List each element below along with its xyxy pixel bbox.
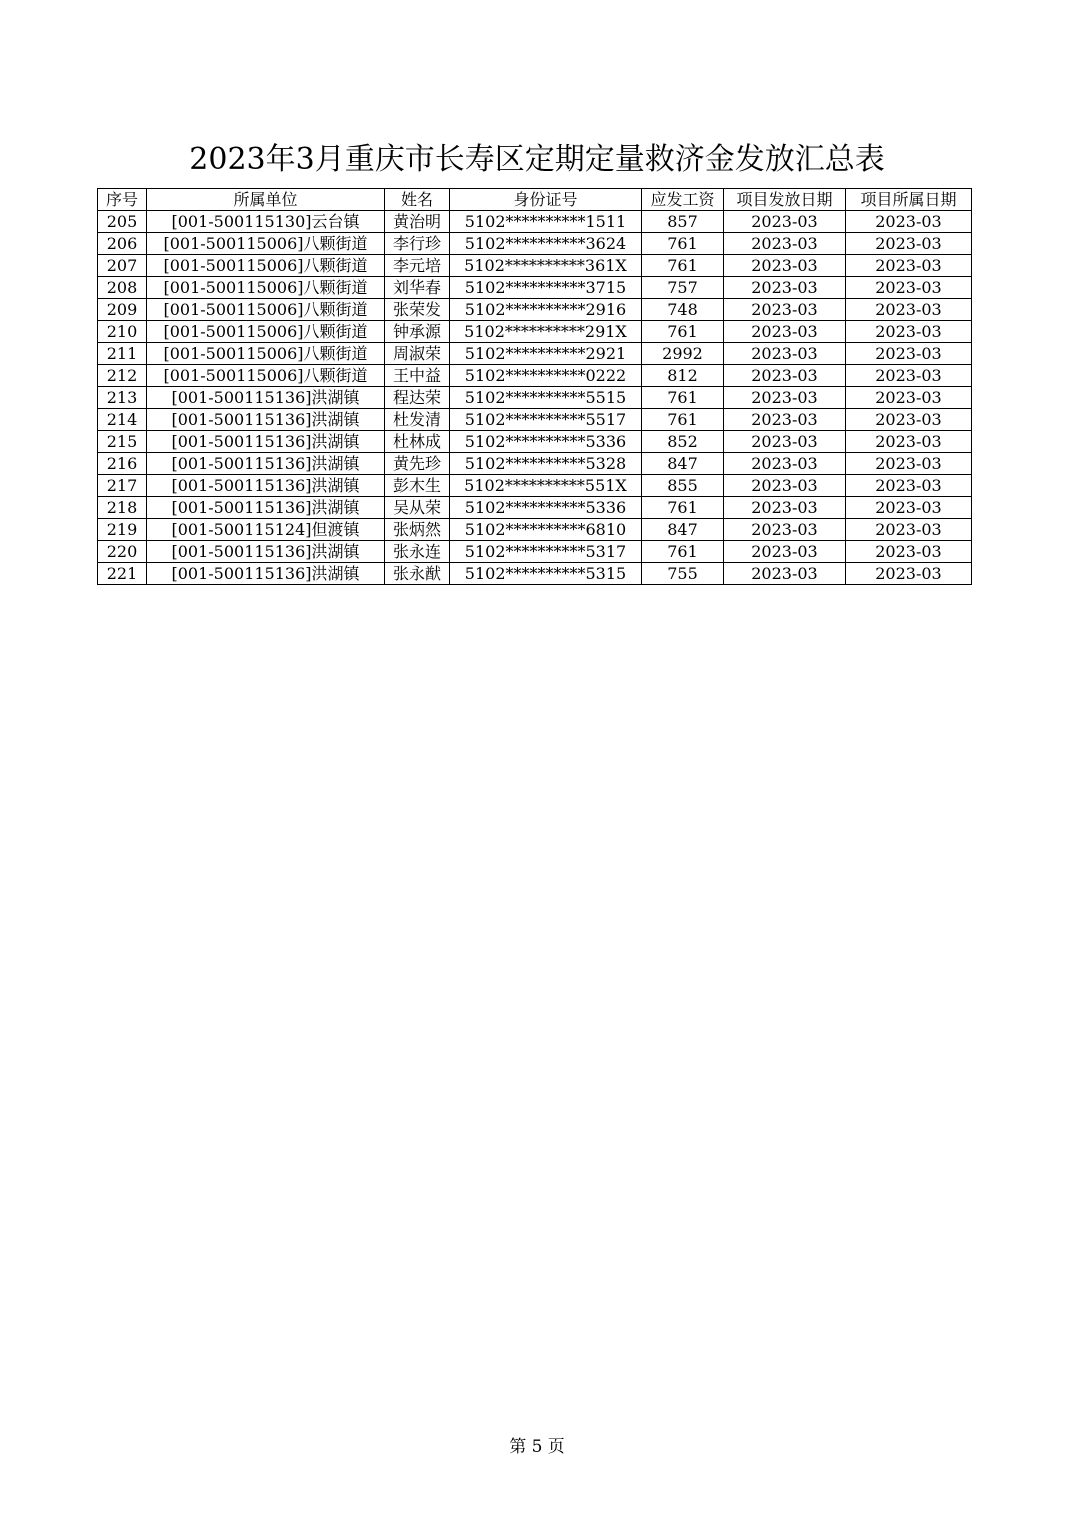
table-row	[98, 343, 972, 365]
cell-amount: 761	[642, 409, 724, 431]
cell-period-date: 2023-03	[846, 453, 972, 475]
cell-unit: [001-500115130]云台镇	[147, 211, 385, 233]
cell-name: 程达荣	[385, 387, 450, 409]
cell-index: 218	[98, 497, 147, 519]
cell-issue-date: 2023-03	[724, 519, 846, 541]
cell-unit: [001-500115006]八颗街道	[147, 343, 385, 365]
cell-id-number: 5102**********5328	[450, 453, 642, 475]
cell-unit: [001-500115006]八颗街道	[147, 277, 385, 299]
cell-name: 吴从荣	[385, 497, 450, 519]
table-row	[98, 387, 972, 409]
column-header-issue-date: 项目发放日期	[724, 189, 846, 211]
cell-unit: [001-500115136]洪湖镇	[147, 475, 385, 497]
cell-amount: 847	[642, 519, 724, 541]
cell-amount: 855	[642, 475, 724, 497]
cell-period-date: 2023-03	[846, 409, 972, 431]
cell-unit: [001-500115124]但渡镇	[147, 519, 385, 541]
cell-period-date: 2023-03	[846, 541, 972, 563]
cell-index: 206	[98, 233, 147, 255]
cell-issue-date: 2023-03	[724, 233, 846, 255]
cell-issue-date: 2023-03	[724, 475, 846, 497]
cell-index: 217	[98, 475, 147, 497]
cell-issue-date: 2023-03	[724, 541, 846, 563]
cell-name: 杜发清	[385, 409, 450, 431]
column-header-index: 序号	[98, 189, 147, 211]
cell-name: 黄治明	[385, 211, 450, 233]
cell-period-date: 2023-03	[846, 563, 972, 585]
table-row	[98, 255, 972, 277]
cell-name: 张永猷	[385, 563, 450, 585]
table-row	[98, 299, 972, 321]
cell-name: 钟承源	[385, 321, 450, 343]
cell-issue-date: 2023-03	[724, 365, 846, 387]
cell-id-number: 5102**********2916	[450, 299, 642, 321]
cell-name: 周淑荣	[385, 343, 450, 365]
cell-amount: 761	[642, 321, 724, 343]
cell-name: 彭木生	[385, 475, 450, 497]
cell-issue-date: 2023-03	[724, 563, 846, 585]
cell-period-date: 2023-03	[846, 343, 972, 365]
cell-id-number: 5102**********361X	[450, 255, 642, 277]
table-row	[98, 277, 972, 299]
cell-period-date: 2023-03	[846, 233, 972, 255]
cell-issue-date: 2023-03	[724, 211, 846, 233]
cell-index: 215	[98, 431, 147, 453]
cell-amount: 757	[642, 277, 724, 299]
cell-amount: 755	[642, 563, 724, 585]
cell-id-number: 5102**********551X	[450, 475, 642, 497]
cell-amount: 847	[642, 453, 724, 475]
table-row	[98, 409, 972, 431]
cell-index: 210	[98, 321, 147, 343]
cell-unit: [001-500115006]八颗街道	[147, 365, 385, 387]
cell-name: 张炳然	[385, 519, 450, 541]
cell-index: 208	[98, 277, 147, 299]
cell-unit: [001-500115136]洪湖镇	[147, 431, 385, 453]
column-header-name: 姓名	[385, 189, 450, 211]
cell-issue-date: 2023-03	[724, 255, 846, 277]
page-title: 2023年3月重庆市长寿区定期定量救济金发放汇总表	[189, 142, 885, 177]
cell-period-date: 2023-03	[846, 255, 972, 277]
cell-index: 219	[98, 519, 147, 541]
cell-name: 张永连	[385, 541, 450, 563]
column-header-unit: 所属单位	[147, 189, 385, 211]
cell-period-date: 2023-03	[846, 277, 972, 299]
cell-name: 张荣发	[385, 299, 450, 321]
column-header-id-number: 身份证号	[450, 189, 642, 211]
cell-unit: [001-500115006]八颗街道	[147, 321, 385, 343]
cell-unit: [001-500115136]洪湖镇	[147, 409, 385, 431]
cell-period-date: 2023-03	[846, 321, 972, 343]
cell-issue-date: 2023-03	[724, 277, 846, 299]
cell-amount: 812	[642, 365, 724, 387]
table-body	[98, 211, 972, 585]
cell-period-date: 2023-03	[846, 211, 972, 233]
cell-unit: [001-500115136]洪湖镇	[147, 387, 385, 409]
header-row	[98, 189, 972, 211]
table-row	[98, 453, 972, 475]
cell-index: 216	[98, 453, 147, 475]
cell-name: 王中益	[385, 365, 450, 387]
cell-amount: 761	[642, 255, 724, 277]
column-header-amount: 应发工资	[642, 189, 724, 211]
table-row	[98, 475, 972, 497]
cell-period-date: 2023-03	[846, 475, 972, 497]
cell-name: 黄先珍	[385, 453, 450, 475]
cell-issue-date: 2023-03	[724, 497, 846, 519]
cell-amount: 852	[642, 431, 724, 453]
table-row	[98, 563, 972, 585]
cell-amount: 2992	[642, 343, 724, 365]
cell-id-number: 5102**********5336	[450, 431, 642, 453]
cell-name: 刘华春	[385, 277, 450, 299]
page-number: 第 5 页	[509, 1437, 565, 1457]
table-row	[98, 497, 972, 519]
cell-id-number: 5102**********6810	[450, 519, 642, 541]
cell-issue-date: 2023-03	[724, 409, 846, 431]
cell-amount: 761	[642, 387, 724, 409]
cell-amount: 761	[642, 233, 724, 255]
cell-period-date: 2023-03	[846, 387, 972, 409]
cell-period-date: 2023-03	[846, 497, 972, 519]
cell-unit: [001-500115006]八颗街道	[147, 299, 385, 321]
table-row	[98, 519, 972, 541]
cell-period-date: 2023-03	[846, 431, 972, 453]
summary-table	[97, 188, 972, 585]
cell-index: 213	[98, 387, 147, 409]
cell-amount: 761	[642, 541, 724, 563]
cell-index: 211	[98, 343, 147, 365]
cell-id-number: 5102**********5315	[450, 563, 642, 585]
cell-index: 220	[98, 541, 147, 563]
cell-amount: 748	[642, 299, 724, 321]
cell-id-number: 5102**********1511	[450, 211, 642, 233]
table-row	[98, 541, 972, 563]
cell-unit: [001-500115136]洪湖镇	[147, 497, 385, 519]
cell-index: 205	[98, 211, 147, 233]
cell-unit: [001-500115136]洪湖镇	[147, 453, 385, 475]
cell-index: 221	[98, 563, 147, 585]
table-row	[98, 365, 972, 387]
cell-name: 杜林成	[385, 431, 450, 453]
cell-id-number: 5102**********5317	[450, 541, 642, 563]
cell-id-number: 5102**********0222	[450, 365, 642, 387]
table-row	[98, 233, 972, 255]
cell-issue-date: 2023-03	[724, 431, 846, 453]
table-row	[98, 211, 972, 233]
cell-id-number: 5102**********2921	[450, 343, 642, 365]
cell-issue-date: 2023-03	[724, 299, 846, 321]
cell-index: 214	[98, 409, 147, 431]
column-header-period-date: 项目所属日期	[846, 189, 972, 211]
table-row	[98, 431, 972, 453]
cell-index: 209	[98, 299, 147, 321]
cell-period-date: 2023-03	[846, 299, 972, 321]
cell-issue-date: 2023-03	[724, 321, 846, 343]
cell-id-number: 5102**********3715	[450, 277, 642, 299]
cell-index: 207	[98, 255, 147, 277]
cell-issue-date: 2023-03	[724, 343, 846, 365]
cell-unit: [001-500115136]洪湖镇	[147, 563, 385, 585]
cell-amount: 761	[642, 497, 724, 519]
cell-id-number: 5102**********291X	[450, 321, 642, 343]
cell-name: 李行珍	[385, 233, 450, 255]
cell-name: 李元培	[385, 255, 450, 277]
cell-id-number: 5102**********3624	[450, 233, 642, 255]
cell-id-number: 5102**********5515	[450, 387, 642, 409]
cell-issue-date: 2023-03	[724, 453, 846, 475]
cell-issue-date: 2023-03	[724, 387, 846, 409]
cell-period-date: 2023-03	[846, 519, 972, 541]
cell-unit: [001-500115006]八颗街道	[147, 233, 385, 255]
cell-id-number: 5102**********5517	[450, 409, 642, 431]
table-row	[98, 321, 972, 343]
cell-index: 212	[98, 365, 147, 387]
cell-id-number: 5102**********5336	[450, 497, 642, 519]
cell-unit: [001-500115136]洪湖镇	[147, 541, 385, 563]
cell-period-date: 2023-03	[846, 365, 972, 387]
cell-unit: [001-500115006]八颗街道	[147, 255, 385, 277]
cell-amount: 857	[642, 211, 724, 233]
